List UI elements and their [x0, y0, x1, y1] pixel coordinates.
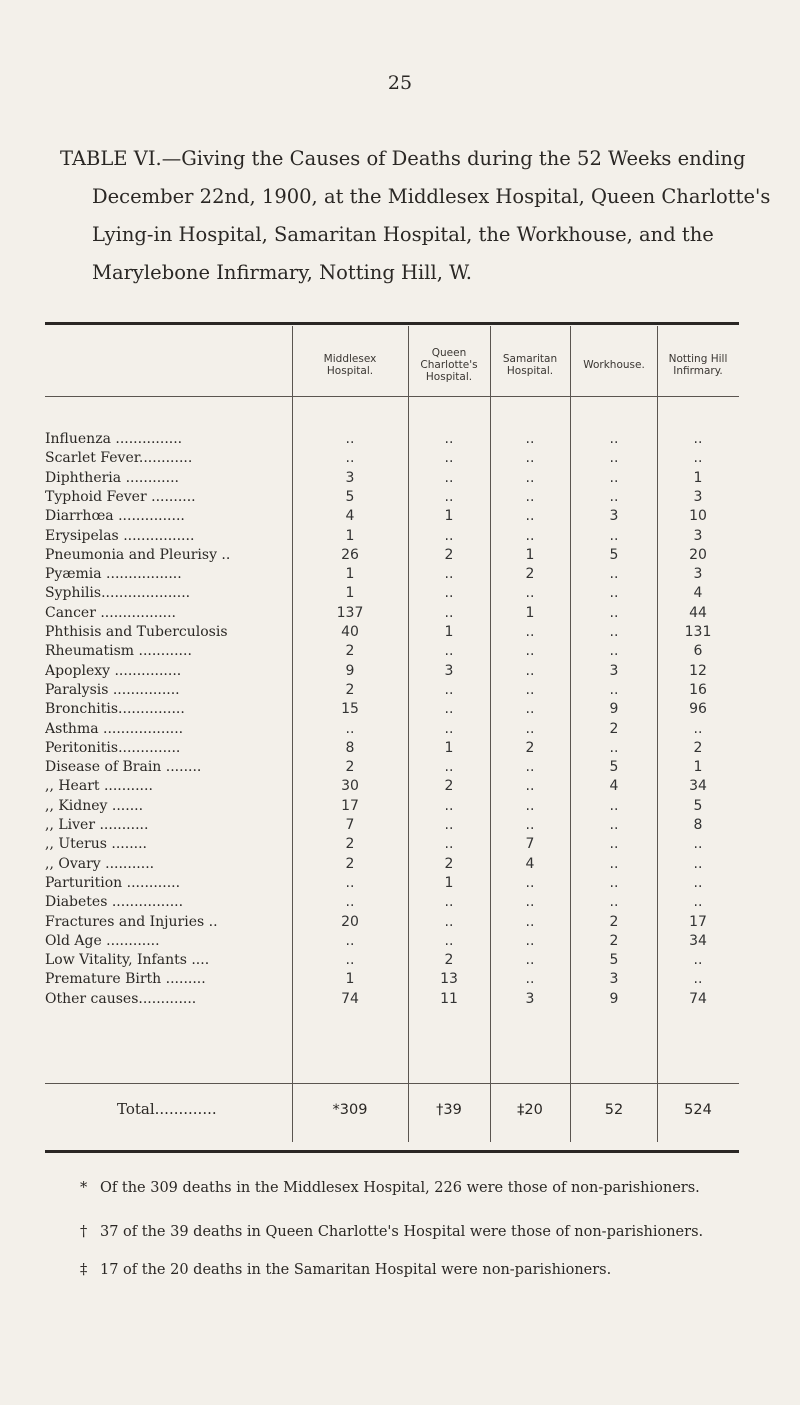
column-divider: [570, 326, 571, 1142]
row-label: Typhoid Fever ..........: [45, 488, 196, 505]
table-cell: 2: [444, 778, 454, 795]
row-label: Other causes.............: [45, 990, 197, 1007]
table-cell: ..: [609, 431, 619, 447]
table-cell: 1: [525, 546, 535, 563]
table-cell: ..: [444, 894, 454, 911]
table-cell: 1: [693, 469, 703, 486]
row-label: Pneumonia and Pleurisy ..: [45, 546, 231, 563]
table-cell: ..: [525, 450, 535, 467]
row-label: ,, Liver ...........: [45, 817, 149, 833]
table-cell: ..: [609, 450, 619, 467]
table-cell: ..: [609, 797, 619, 814]
row-label: Paralysis ...............: [45, 681, 180, 698]
row-label: Premature Birth .........: [45, 971, 206, 988]
table-cell: 40: [341, 624, 359, 640]
row-label: Bronchitis...............: [45, 701, 185, 718]
table-cell: 3: [609, 662, 619, 679]
row-label: ,, Heart ...........: [45, 778, 153, 795]
table-cell: ..: [444, 643, 454, 660]
table-cell: 8: [345, 739, 355, 756]
table-cell: 15: [341, 701, 359, 718]
row-label: Apoplexy ...............: [45, 662, 182, 679]
footnote-3: [80, 1262, 611, 1278]
table-cell: ..: [525, 508, 535, 525]
footnote-mark: ‡: [80, 1262, 88, 1278]
table-cell: ..: [444, 488, 454, 505]
table-cell: ..: [444, 450, 454, 467]
table-bottom-rule: [45, 1150, 739, 1153]
table-cell: 3: [693, 566, 703, 583]
table-cell: 5: [609, 759, 619, 776]
table-cell: ..: [693, 450, 703, 467]
table-cell: ..: [525, 431, 535, 447]
table-cell: ..: [444, 720, 454, 737]
table-cell: ..: [525, 643, 535, 660]
table-cell: 10: [689, 508, 707, 525]
table-cell: 1: [345, 971, 355, 988]
table-cell: 74: [341, 990, 359, 1007]
row-label: Low Vitality, Infants ....: [45, 952, 210, 969]
table-cell: ..: [693, 431, 703, 447]
table-cell: 2: [444, 952, 454, 969]
table-cell: ..: [444, 681, 454, 698]
table-cell: 137: [336, 604, 364, 621]
table-cell: 3: [609, 508, 619, 525]
table-cell: ..: [444, 527, 454, 544]
table-cell: ..: [444, 817, 454, 833]
table-cell: 34: [689, 778, 707, 795]
table-cell: ..: [525, 759, 535, 776]
table-cell: ..: [525, 662, 535, 679]
table-caption: [60, 140, 771, 292]
row-label: Peritonitis..............: [45, 739, 181, 756]
table-cell: 7: [525, 836, 535, 853]
table-cell: ..: [525, 874, 535, 891]
table-cell: ..: [525, 585, 535, 602]
table-cell: ..: [609, 585, 619, 602]
table-cell: 1: [444, 508, 454, 525]
table-cell: 1: [345, 566, 355, 583]
table-cell: ..: [444, 431, 454, 447]
table-cell: 2: [609, 932, 619, 949]
row-label: Diabetes ................: [45, 894, 184, 911]
row-label: Scarlet Fever............: [45, 450, 193, 467]
table-cell: 5: [693, 797, 703, 814]
table-cell: 3: [693, 488, 703, 505]
table-cell: 2: [345, 759, 355, 776]
table-cell: 12: [689, 662, 707, 679]
table-cell: 3: [444, 662, 454, 679]
table-cell: 4: [609, 778, 619, 795]
table-cell: ..: [693, 855, 703, 872]
row-label: Phthisis and Tuberculosis: [45, 624, 228, 640]
table-cell: ..: [525, 527, 535, 544]
table-cell: ..: [345, 894, 355, 911]
total-middlesex: *309: [332, 1102, 368, 1118]
table-cell: 20: [341, 913, 359, 930]
table-cell: ..: [525, 488, 535, 505]
table-cell: 17: [689, 913, 707, 930]
row-label: Diphtheria ............: [45, 469, 179, 486]
table-cell: 3: [525, 990, 535, 1007]
table-cell: ..: [345, 874, 355, 891]
row-label: Asthma ..................: [45, 720, 184, 737]
row-label: Fractures and Injuries ..: [45, 913, 218, 930]
table-cell: ..: [693, 894, 703, 911]
table-cell: ..: [609, 894, 619, 911]
table-cell: 2: [444, 546, 454, 563]
table-cell: ..: [525, 932, 535, 949]
header-bottom-rule: [45, 396, 739, 397]
table-cell: 4: [525, 855, 535, 872]
table-cell: ..: [444, 604, 454, 621]
table-cell: ..: [609, 527, 619, 544]
total-workhouse: 52: [604, 1102, 624, 1118]
table-cell: ..: [444, 797, 454, 814]
table-cell: 3: [609, 971, 619, 988]
table-cell: 2: [525, 566, 535, 583]
table-cell: ..: [693, 836, 703, 853]
column-header-queen-charlottes: Queen Charlotte's Hospital.: [420, 347, 478, 383]
table-cell: ..: [444, 585, 454, 602]
table-cell: 8: [693, 817, 703, 833]
table-cell: ..: [609, 739, 619, 756]
table-cell: 30: [341, 778, 359, 795]
table-cell: 2: [609, 720, 619, 737]
table-cell: 74: [689, 990, 707, 1007]
table-cell: ..: [609, 469, 619, 486]
table-cell: ..: [609, 643, 619, 660]
table-cell: 1: [525, 604, 535, 621]
table-cell: 4: [693, 585, 703, 602]
row-label: Parturition ............: [45, 874, 181, 891]
row-label: Diarrhœa ...............: [45, 508, 185, 525]
row-label: Influenza ...............: [45, 431, 183, 447]
table-cell: 2: [609, 913, 619, 930]
table-cell: ..: [444, 913, 454, 930]
column-divider: [408, 326, 409, 1142]
table-cell: 5: [609, 546, 619, 563]
column-header-samaritan: Samaritan Hospital.: [502, 353, 558, 377]
table-cell: ..: [525, 817, 535, 833]
column-divider: [657, 326, 658, 1142]
table-cell: ..: [444, 469, 454, 486]
table-cell: ..: [525, 701, 535, 718]
table-cell: 2: [345, 855, 355, 872]
row-label: Old Age ............: [45, 932, 160, 949]
table-cell: ..: [525, 720, 535, 737]
table-cell: 1: [345, 585, 355, 602]
footnote-mark: *: [80, 1180, 88, 1196]
page-number: 25: [387, 72, 413, 94]
table-cell: ..: [609, 681, 619, 698]
table-cell: 2: [345, 836, 355, 853]
table-cell: 44: [689, 604, 707, 621]
table-cell: 1: [444, 624, 454, 640]
caption-line-1: TABLE VI.—Giving the Causes of Deaths during the 52 Weeks ending: [60, 147, 746, 170]
table-cell: 2: [525, 739, 535, 756]
table-cell: ..: [693, 874, 703, 891]
table-cell: 13: [440, 971, 458, 988]
table-cell: ..: [444, 759, 454, 776]
row-label: ,, Kidney .......: [45, 797, 144, 814]
row-label: Erysipelas ................: [45, 527, 195, 544]
table-cell: 4: [345, 508, 355, 525]
footnote-1: [80, 1180, 700, 1196]
table-cell: ..: [525, 681, 535, 698]
table-cell: ..: [525, 778, 535, 795]
total-samaritan: ‡20: [517, 1102, 543, 1118]
table-cell: ..: [444, 566, 454, 583]
table-cell: ..: [444, 836, 454, 853]
row-label: Syphilis....................: [45, 585, 191, 602]
row-label: ,, Uterus ........: [45, 836, 148, 853]
table-cell: ..: [525, 894, 535, 911]
table-cell: 6: [693, 643, 703, 660]
footnote-2: [80, 1224, 703, 1240]
column-header-middlesex: Middlesex Hospital.: [323, 353, 377, 377]
total-notting-hill: 524: [684, 1102, 712, 1118]
table-cell: 2: [693, 739, 703, 756]
table-cell: ..: [525, 971, 535, 988]
total-label: Total.............: [117, 1100, 217, 1118]
footnote-text: Of the 309 deaths in the Middlesex Hospital, 226 were those of non-parishioners.: [100, 1180, 700, 1196]
table-cell: 5: [609, 952, 619, 969]
table-cell: ..: [609, 566, 619, 583]
table-cell: 9: [345, 662, 355, 679]
table-cell: 34: [689, 932, 707, 949]
footnote-text: 37 of the 39 deaths in Queen Charlotte's Hospital were those of non-parishioners.: [100, 1224, 704, 1240]
table-cell: 2: [345, 681, 355, 698]
column-divider: [490, 326, 491, 1142]
table-top-rule: [45, 322, 739, 325]
table-cell: 26: [341, 546, 359, 563]
row-label: Pyæmia .................: [45, 566, 182, 583]
table-cell: ..: [609, 874, 619, 891]
table-cell: ..: [525, 469, 535, 486]
total-queen-charlottes: †39: [436, 1102, 462, 1118]
footnote-mark: †: [80, 1224, 88, 1240]
caption-line-2: December 22nd, 1900, at the Middlesex Hospital, Queen Charlotte's: [92, 185, 771, 208]
caption-line-3: Lying-in Hospital, Samaritan Hospital, the Workhouse, and the: [92, 223, 714, 246]
table-cell: 5: [345, 488, 355, 505]
table-cell: ..: [345, 932, 355, 949]
table-cell: ..: [525, 624, 535, 640]
table-cell: 1: [693, 759, 703, 776]
table-cell: 3: [693, 527, 703, 544]
table-cell: ..: [693, 952, 703, 969]
table-cell: ..: [345, 431, 355, 447]
table-cell: 17: [341, 797, 359, 814]
table-cell: ..: [525, 797, 535, 814]
table-cell: ..: [444, 932, 454, 949]
table-cell: 1: [444, 874, 454, 891]
caption-line-4: Marylebone Infirmary, Notting Hill, W.: [92, 261, 472, 284]
table-cell: ..: [609, 855, 619, 872]
table-cell: 16: [689, 681, 707, 698]
table-cell: ..: [444, 701, 454, 718]
table-cell: 1: [345, 527, 355, 544]
row-label: Cancer .................: [45, 604, 176, 621]
table-cell: 9: [609, 701, 619, 718]
table-cell: ..: [693, 971, 703, 988]
table-cell: ..: [525, 952, 535, 969]
table-cell: ..: [345, 952, 355, 969]
table-cell: 9: [609, 990, 619, 1007]
row-label: ,, Ovary ...........: [45, 855, 155, 872]
table-cell: ..: [609, 604, 619, 621]
footnote-text: 17 of the 20 deaths in the Samaritan Hospital were non-parishioners.: [100, 1262, 612, 1278]
table-cell: ..: [609, 836, 619, 853]
table-cell: 3: [345, 469, 355, 486]
table-cell: 2: [345, 643, 355, 660]
table-cell: ..: [693, 720, 703, 737]
table-cell: ..: [609, 624, 619, 640]
body-bottom-rule: [45, 1083, 739, 1084]
column-header-notting-hill: Notting Hill Infirmary.: [668, 353, 728, 377]
row-label: Rheumatism ............: [45, 643, 192, 660]
table-cell: 2: [444, 855, 454, 872]
column-divider: [292, 326, 293, 1142]
table-cell: 96: [689, 701, 707, 718]
row-label: Disease of Brain ........: [45, 759, 202, 776]
table-cell: ..: [345, 720, 355, 737]
column-header-workhouse: Workhouse.: [583, 359, 645, 371]
table-cell: 20: [689, 546, 707, 563]
table-cell: ..: [609, 817, 619, 833]
table-cell: 11: [440, 990, 458, 1007]
table-cell: 131: [684, 624, 712, 640]
table-cell: ..: [609, 488, 619, 505]
table-cell: ..: [525, 913, 535, 930]
table-cell: ..: [345, 450, 355, 467]
table-cell: 1: [444, 739, 454, 756]
table-cell: 7: [345, 817, 355, 833]
